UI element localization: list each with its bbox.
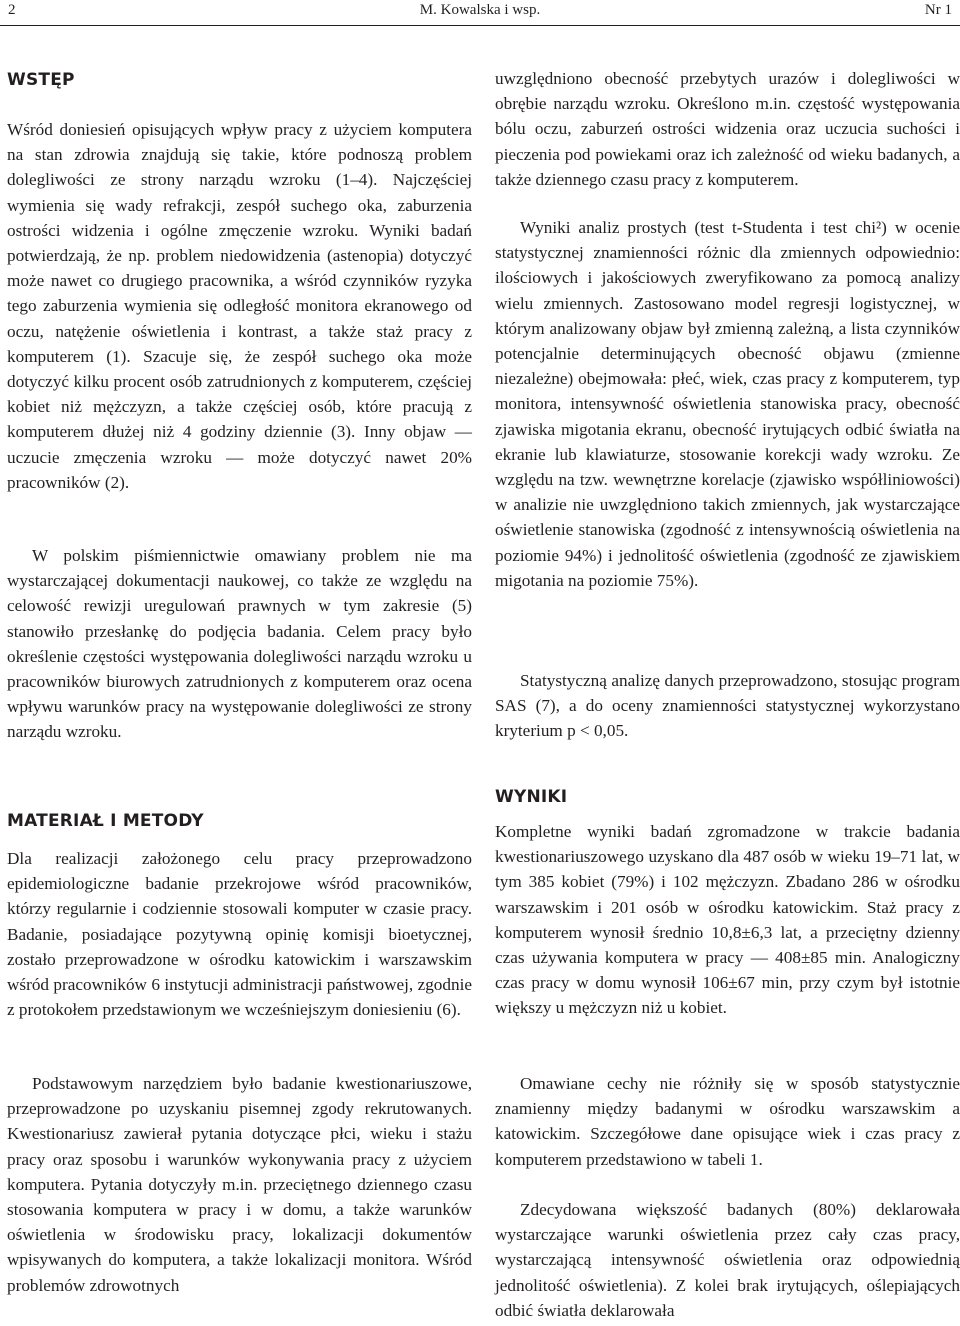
results-paragraph-3: Zdecydowana większość badanych (80%) deklarowała wystarczające warunki oświetlenia przez cały czas pracy, wystarczającą intensywność oświetlenia oraz odpowiednią jednolitość oświetlenia). Z kolei brak irytujących, oślepiających odbić światła deklarowała	[495, 1200, 960, 1320]
page-number: 2	[8, 2, 16, 18]
page-header	[8, 0, 952, 20]
methods-paragraph-4: Wyniki analiz prostych (test t-Studenta i test chi²) w ocenie statystycznej znamienności różnic dla zmiennych odpowiednio: ilościowych i jakościowych zweryfikowano za pomocą analizy wielu zmiennych. Zastosowano model regresji logistycznej, w którym analizowany objaw był zmienną zależną, a lista czynników potencjalnie determinujących obecność objawu (zmienne niezależne) obejmowała: płeć, wiek, czas pracy z komputerem, typ monitora, intensywność oświetlenia stanowiska pracy, obecność zjawiska migotania ekranu, obecność irytujących odbić światła na ekranie lub klawiaturze, stosowanie korekcji wady wzroku. Ze względu na tzw. wewnętrzne korelacje (zjawisko współliniowości) w analizie nie uwzględniono takich zmiennych, jak wystarczające oświetlenie stanowiska (zgodność z intensywnością oświetlenia na poziomie 94%) i jednolitość oświetlenia (zgodność ze zjawiskiem migotania na poziomie 75%).	[495, 218, 960, 590]
methods-paragraph-5: Statystyczną analizę danych przeprowadzono, stosując program SAS (7), a do oceny znamienności statystycznej wykorzystano kryterium p < 0,05.	[495, 671, 960, 741]
methods-heading: MATERIAŁ I METODY	[7, 811, 204, 831]
intro-paragraph-1: Wśród doniesień opisujących wpływ pracy z użyciem komputera na stan zdrowia znajdują się takie, które podnoszą problem dolegliwości ze strony narządu wzroku (1–4). Najczęściej wymienia się wady refrakcji, zespół suchego oka, zaburzenia ostrości widzenia i ogólne zmęczenie wzroku. Wyniki badań potwierdzają, że np. problem niedowidzenia (astenopia) dotyczyć może nawet co drugiego pracownika, a wśród czynników ryzyka tego zaburzenia wymienia się odległość monitora ekranowego od oczu, natężenie oświetlenia i kontrast, a także staż pracy z komputerem (1). Szacuje się, że zespół suchego oka może dotyczyć kilku procent osób zatrudnionych z komputerem, częściej kobiet niż mężczyzn, a także częściej osób, które pracują z komputerem dłużej niż 4 godziny dziennie (3). Inny objaw — uczucie zmęczenia wzroku — może dotyczyć nawet 20% pracowników (2).	[7, 120, 472, 492]
intro-heading: WSTĘP	[7, 70, 75, 90]
results-heading: WYNIKI	[495, 787, 568, 807]
results-paragraph-2: Omawiane cechy nie różniły się w sposób statystycznie znamienny między badanymi w ośrodku warszawskim a katowickim. Szczegółowe dane opisujące wiek i czas pracy z komputerem przedstawiono w tabeli 1.	[495, 1074, 960, 1169]
results-paragraph-1: Kompletne wyniki badań zgromadzone w trakcie badania kwestionariuszowego uzyskano dla 487 osób w wieku 19–71 lat, w tym 385 kobiet (79%) i 102 mężczyzn. Zbadano 286 w ośrodku warszawskim i 201 osób w ośrodku katowickim. Staż pracy z komputerem wynosił średnio 10,8±6,3 lat, a przeciętny dzienny czas używania komputera w pracy — 408±85 min. Analogiczny czas pracy w domu wynosił 106±67 min, przy czym był istotnie większy u mężczyzn niż u kobiet.	[495, 822, 960, 1018]
running-authors: M. Kowalska i wsp.	[419, 2, 541, 18]
methods-paragraph-2: Podstawowym narzędziem było badanie kwestionariuszowe, przeprowadzone po uzyskaniu pisemnej zgody rekrutowanych. Kwestionariusz zawierał pytania dotyczące płci, wieku i stażu pracy oraz sposobu i warunków wykonywania pracy z użyciem komputera. Pytania dotyczyły m.in. przeciętnego dziennego czasu stosowania komputera w pracy i w domu, a także warunków oświetlenia w środowisku pracy, lokalizacji dokumentów wpisywanych do komputera, a także lokalizacji monitora. Wśród problemów zdrowotnych	[7, 1074, 472, 1295]
issue-number: Nr 1	[924, 2, 952, 18]
intro-paragraph-2: W polskim piśmiennictwie omawiany problem nie ma wystarczającej dokumentacji naukowej, co także ze względu na celowość rewizji uregulowań prawnych w tym zakresie (5) stanowiło przesłankę do podjęcia badania. Celem pracy było określenie częstości występowania dolegliwości narządu wzroku u pracowników biurowych zatrudnionych z komputerem oraz ocena wpływu warunków pracy na występowanie dolegliwości ze strony narządu wzroku.	[7, 546, 472, 742]
methods-paragraph-1: Dla realizacji założonego celu pracy przeprowadzono epidemiologiczne badanie przekrojowe wśród pracowników, którzy regularnie i codziennie stosowali komputer w czasie pracy. Badanie, posiadające pozytywną opinię komisji bioetycznej, zostało przeprowadzone w ośrodku katowickim i warszawskim wśród pracowników 6 instytucji administracji państwowej, zgodnie z protokołem przedstawionym we wcześniejszym doniesieniu (6).	[7, 849, 472, 1020]
methods-paragraph-3: uwzględniono obecność przebytych urazów i dolegliwości w obrębie narządu wzroku. Określono m.in. częstość występowania bólu oczu, zaburzeń ostrości widzenia oraz uczucia suchości i pieczenia pod powiekami oraz ich zależność od wieku badanych, a także dziennego czasu pracy z komputerem.	[495, 69, 960, 189]
header-rule	[0, 25, 960, 26]
